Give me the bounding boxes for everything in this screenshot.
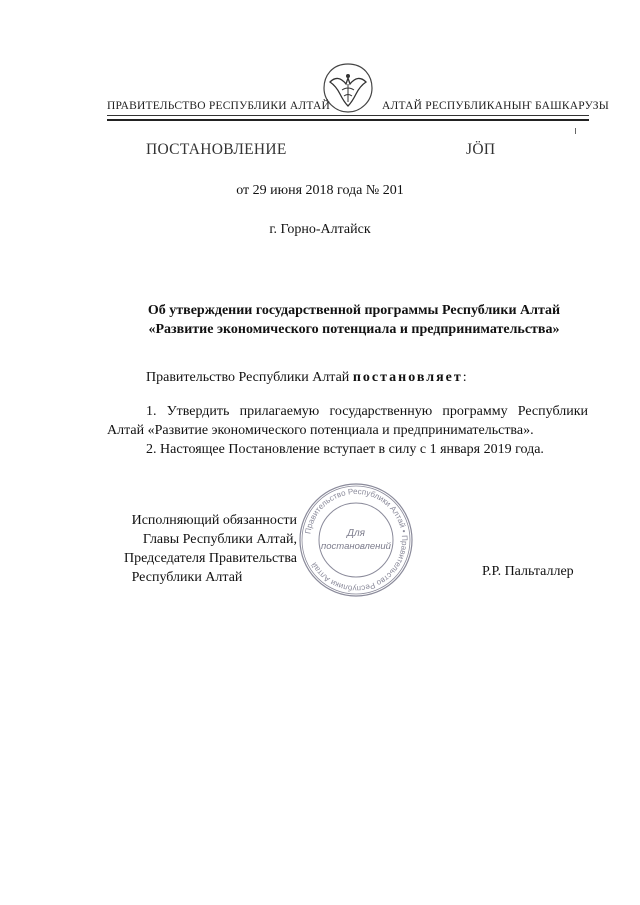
header-government-name-alt: АЛТАЙ РЕСПУБЛИКАНЫҤ БАШКАРУЗЫ [382,100,609,112]
document-city: г. Горно-Алтайск [269,222,371,237]
stamp-ring-text: Правительство Республики Алтай • Правительство Республики Алтай [303,486,410,594]
rule-tick-mark [575,128,576,134]
signatory-line-4: Республики Алтай [131,570,243,585]
stamp-center-line-1: Для [346,528,366,539]
signatory-line-1: Исполняющий обязанности [131,513,297,528]
signatory-line-3: Председателя Правительства [123,551,297,566]
document-date-number: от 29 июня 2018 года № 201 [236,183,404,198]
intro-emphasis: постановляет [352,370,463,385]
title-line-2: «Развитие экономического потенциала и предпринимательства» [148,322,560,337]
intro-paragraph [146,370,467,386]
header-government-name-ru: ПРАВИТЕЛЬСТВО РЕСПУБЛИКИ АЛТАЙ [107,100,331,112]
signatory-title [107,511,297,587]
official-stamp [296,480,416,600]
title-line-1: Об утверждении государственной программы Республики Алтай [147,303,561,318]
stamp-center-line-2: постановлений [321,541,391,552]
item-1-line-2: Алтай «Развитие экономического потенциала и предпринимательства». [107,423,534,438]
signatory-name: Р.Р. Пальталлер [482,564,574,579]
signatory-line-2: Главы Республики Алтай, [142,532,297,547]
header-rule-thick [107,119,589,121]
header-rule-thin [107,115,589,116]
intro-suffix: : [462,370,467,385]
item-1-line-1: 1. Утвердить прилагаемую государственную программу Республики [146,404,588,419]
doc-type-ru: ПОСТАНОВЛЕНИЕ [146,141,287,158]
intro-text: Правительство Республики Алтай [146,370,353,385]
document-title [0,301,640,339]
item-2: 2. Настоящее Постановление вступает в силу с 1 января 2019 года. [146,442,544,457]
doc-type-alt: JÖП [466,141,496,158]
